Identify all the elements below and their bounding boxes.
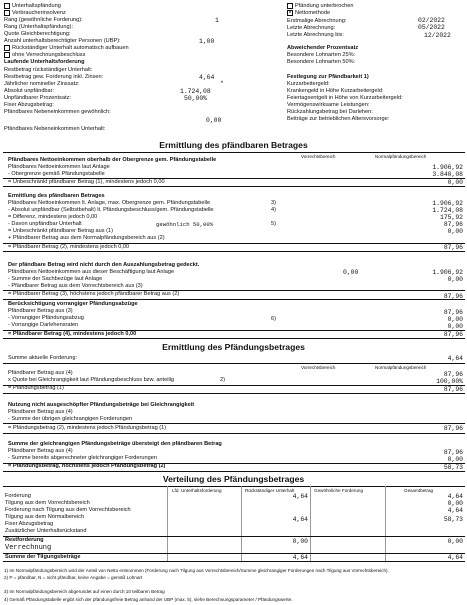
block4-row-value: 87,96	[443, 331, 463, 338]
nutzung-row-value: 87,96	[443, 425, 463, 432]
unpfaendbar-prozent-value: 50,00%	[184, 95, 208, 102]
rang-gewoehnlich-value: 1	[215, 17, 219, 24]
dist-header: Rückständiger Unterhalt	[245, 488, 295, 493]
nettomethode-label: Nettomethode	[295, 10, 331, 16]
block4-row-label: - Vorrangiger Pfändungsabzug	[8, 315, 84, 321]
festlegung-item: Beiträge zur betrieblichen Altersvorsorge:	[287, 116, 390, 122]
besondere2-label: Besondere Lohnarten 50%:	[287, 59, 356, 65]
block2-row-label: Pfändbares Nettoeinkommen lt. Anlage, max. Obergrenze gem. Pfändungstabelle	[8, 200, 211, 206]
block2-row-value: 87,96	[443, 221, 463, 228]
nutzung-row-label: - Summe der übrigen gleichrangigen Forderungen	[8, 416, 133, 422]
zinssatz-value: *	[220, 80, 224, 87]
section1-title: Ermittlung des pfändbaren Betrages	[159, 140, 308, 150]
block2-row-value: 87,96	[443, 244, 463, 251]
dist-row-label: Summe der Tilgungsbeträge	[5, 554, 81, 560]
dist-row-label: Restforderung	[5, 537, 44, 543]
block1-row-value: 0,00	[447, 179, 463, 186]
block3-row-value: 1.906,92	[432, 269, 463, 276]
s2-row-label: Pfändbarer Betrag aus (4)	[8, 370, 73, 376]
pfaendung-unterbrochen-label: Pfändung unterbrochen	[295, 3, 354, 9]
dist-header: Lfd. Unterhaltsforderung	[172, 488, 222, 493]
dist-row-label: Verrechnung	[5, 544, 52, 552]
block4-row-value: 0,00	[447, 316, 463, 323]
block3-title: Der pfändbare Betrag wird nicht durch den Auszahlungsbetrag gedeckt.	[8, 262, 200, 268]
dist-row-label: Tilgung aus dem Vorrechtsbereich	[5, 500, 90, 506]
anzahl-ubp-label: Anzahl unterhaltsberechtigter Personen (UBP):	[4, 38, 121, 44]
col-vorrecht-header: Vorrechtsbereich	[301, 154, 336, 159]
letzte-value: 05/2022	[418, 24, 445, 31]
nebeneinkommen-unt-label: Pfändbares Nebeneinkommen Unterhalt:	[4, 126, 106, 132]
abweichender-title: Abweichender Prozentsatz	[287, 45, 359, 51]
dist-ges-value: 0,00	[447, 538, 463, 545]
summe-gleich-row-value: 58,73	[443, 464, 463, 471]
block2-row-value: 1.906,92	[432, 200, 463, 207]
block1-row-value: 1.906,92	[432, 164, 463, 171]
dist-header: Gesamtbetrag	[404, 488, 434, 493]
s2-row-value: 100,00%	[436, 378, 463, 385]
block2-row-label: = Pfändbarer Betrag (2), mindestens jedoch 0,00	[8, 244, 130, 250]
summe-gleich-row-value: 0,00	[447, 456, 463, 463]
block2-row-value: 0,00	[447, 228, 463, 235]
letzte-label: Letzte Abrechnung:	[287, 25, 336, 31]
section3-title: Verteilung des Pfändungsbetrages	[162, 474, 305, 484]
block2-row-label: - Absolut unpfändbar (Selbstbehalt) lt. Pfändungsbeschluss/gem. Pfändungstabelle	[8, 207, 214, 213]
dist-row-label: Forderung nach Tilgung aus dem Vorrechtsbereich	[5, 507, 131, 513]
nutzung-title: Nutzung nicht ausgeschöpfter Pfändungsbeträge bei Gleichrangigkeit	[8, 402, 195, 408]
unterhaltspfaendung-label: Unterhaltspfändung	[12, 3, 61, 9]
dist-header: Gewöhnliche Forderung	[314, 488, 364, 493]
col-normal-header: Normalpfändungsbereich	[375, 154, 427, 159]
festlegung-item: Vermögenswirksame Leistungen:	[287, 102, 370, 108]
s2-row-label: = Pfändungsbetrag (1)	[8, 385, 64, 391]
block4-row-label: = Pfändbarer Betrag (4), mindestens jedoch 0,00	[8, 331, 137, 337]
unterhaltspfaendung-checkbox[interactable]	[4, 3, 10, 9]
dist-ges-value: 4,64	[447, 554, 463, 561]
s2-col-normal: Normalpfändungsbereich	[375, 365, 427, 370]
dist-gew-value: 4,64	[292, 493, 308, 500]
summe-gleich-title: Summe der gleichrangigen Pfändungsbeträge übersteigt den pfändbaren Betrag	[8, 441, 222, 447]
unpfaendbar-prozent-label: Unpfändbarer Prozentsatz:	[4, 95, 71, 101]
dist-ges-value: 4,64	[447, 507, 463, 514]
block3-row-label: = Pfändbarer Betrag (3), höchstens jedoch pfändbarer Betrag aus (2)	[8, 291, 180, 297]
verbraucherinsolvenz-label: Verbraucherinsolvenz	[12, 10, 66, 16]
festlegung-item: Krankengeld in Höhe Kurzarbeitergeld:	[287, 88, 384, 94]
letzte-abr-label: Letzte Abrechnung bis:	[287, 32, 344, 38]
summe-gleich-row-label: = Pfändungsbetrag, höchstens jedoch Pfändungsbetrag (2)	[8, 463, 166, 469]
footnote: 4) Gemäß Pfändungstabelle ergibt sich der pfändungsfreie Betrag anhand der UBP (max. 5), siehe Berechnungsparameter / Pfändungswerte.	[4, 597, 293, 602]
block1-row-label: - Obergrenze gemäß Pfändungstabelle	[8, 171, 105, 177]
block2-footnote: 3)	[271, 200, 276, 206]
block2-footnote: 5)	[271, 221, 276, 227]
dist-row-label: Forderung	[5, 493, 31, 499]
rueckstaendiger-label: Rückständiger Unterhalt automatisch aufbauen	[12, 45, 129, 51]
block2-footnote: 4)	[271, 207, 276, 213]
block4-row-label: Pfändbarer Betrag aus (3)	[8, 308, 73, 314]
pfaendung-unterbrochen-checkbox[interactable]	[287, 3, 293, 9]
block2-row-label: = Differenz, mindestens jedoch 0,00	[8, 214, 98, 220]
block3-vorrecht-value: 0,00	[343, 269, 359, 276]
erstmalige-value: 02/2022	[418, 17, 445, 24]
nutzung-row-label: Pfändbarer Betrag aus (4)	[8, 409, 73, 415]
summe-aktuelle-label: Summe aktuelle Forderung:	[8, 355, 78, 361]
dist-gew-value: 4,64	[292, 516, 308, 523]
nebeneinkommen-gew-value: 0,00	[206, 117, 222, 124]
erstmalige-label: Erstmalige Abrechnung:	[287, 18, 347, 24]
block2-row-label: + Pfändbarer Betrag aus dem Normalpfändungsbereich aus (2)	[8, 235, 165, 241]
rang-unterhalt-label: Rang (Unterhaltspfändung):	[4, 24, 74, 30]
block4-row-value: 87,96	[443, 309, 463, 316]
laufende-title: Laufende Unterhaltsforderung	[4, 59, 85, 65]
letzte-abr-value: 12/2022	[424, 32, 451, 39]
block2-row-value: 1.724,08	[432, 207, 463, 214]
block4-footnote: 6)	[271, 316, 276, 322]
festlegung-item: Kurzarbeitergeld:	[287, 81, 330, 87]
block4-title: Berücksichtigung vorrangiger Pfändungsabzüge	[8, 301, 138, 307]
block3-row-value: 0,00	[447, 276, 463, 283]
block1-row-label: = Unbeschränkt pfändbarer Betrag (1), mindestens jedoch 0,00	[8, 179, 165, 185]
block1-title: Pfändbares Nettoeinkommen oberhalb der Obergrenze gem. Pfändungstabelle	[8, 157, 217, 163]
verbraucherinsolvenz-checkbox[interactable]	[4, 10, 10, 16]
besondere1-label: Besondere Lohnarten 25%:	[287, 52, 356, 58]
block1-row-label: Pfändbares Nettoeinkommen laut Anlage	[8, 164, 110, 170]
nutzung-row-label: = Pfändungsbetrag (2), mindestens jedoch Pfändungsbetrag (1)	[8, 425, 167, 431]
dist-ges-value: 58,73	[443, 516, 463, 523]
s2-footnote: 2)	[220, 377, 225, 383]
summe-gleich-row-label: Pfändbarer Betrag aus (4)	[8, 448, 73, 454]
dist-ges-value: 4,64	[447, 493, 463, 500]
rang-gewoehnlich-label: Rang (gewöhnliche Forderung):	[4, 17, 83, 23]
restbetrag-gew-value: 4,64	[199, 74, 215, 81]
nettomethode-checkbox[interactable]: ×	[288, 10, 292, 16]
block1-row-value: 3.840,08	[432, 171, 463, 178]
section2-title: Ermittlung des Pfändungsbetrages	[162, 342, 305, 352]
block2-row-value: 175,92	[439, 214, 463, 221]
footnote: 3) Im Normalpfändungsbereich abgerundet auf einen durch 10 teilbaren Betrag	[4, 589, 165, 594]
anzahl-ubp-value: 1,00	[199, 38, 215, 45]
dist-row-label: Fixer Abzugsbetrag	[5, 521, 54, 527]
dist-row-label: Zusätzlicher Unterhaltsrückstand	[5, 528, 87, 534]
s2-col-vorrecht: Vorrechtsbereich	[301, 365, 336, 370]
zinssatz-label: Jährlicher nomineller Zinssatz:	[4, 81, 80, 87]
s2-row-value: 87,96	[443, 386, 463, 393]
ohne-verrechnung-label: ohne Verrechnungsbeschluss	[12, 52, 86, 58]
summe-gleich-row-label: - Summe bereits abgerechneter gleichrangiger Forderungen	[8, 455, 157, 461]
restbetrag-label: Restbetrag rückständiger Unterhalt:	[4, 67, 93, 73]
block3-row-value: 87,96	[443, 293, 463, 300]
block3-row-label: - Pfändbarer Betrag aus dem Vorrechtsbereich aus (3)	[8, 283, 143, 289]
block4-row-label: - Vorrangige Darlehensraten	[8, 322, 79, 328]
footnote: 1) Im Normalpfändungsbereich wird der Anteil von Netto entnommen (Forderung nach Tilgung aus Vorrechtsbereich/Summe gleichrangiger Forderungen nach Tilgung aus Vorrechtsbereich).	[4, 568, 389, 573]
block2-row-label: = Unbeschränkt pfändbarer Betrag aus (1)	[8, 228, 113, 234]
quote-label: Quote Gleichberechtigung:	[4, 31, 71, 37]
festlegung-item: Feiertagsentgelt in Höhe von Kurzarbeitergeld:	[287, 95, 403, 101]
s2-row-label: x Quote bei Gleichrangigkeit laut Pfändungsbeschluss bzw. anteilig	[8, 377, 175, 383]
dist-row-label: Tilgung aus dem Normalbereich	[5, 514, 85, 520]
footnote: 2) P = pfändbar, N = nicht pfändbar, keine Angabe = gemäß Lohnart	[4, 575, 143, 580]
dist-gew-value: 0,00	[292, 538, 308, 545]
block3-row-label: - Summe der Sachbezüge laut Anlage	[8, 276, 103, 282]
block3-row-label: Pfändbares Nettoeinkommen aus dieser Beschäftigung laut Anlage	[8, 269, 175, 275]
summe-aktuelle-value: 4,64	[447, 355, 463, 362]
absolut-label: Absolut unpfändbar:	[4, 88, 55, 94]
festlegung-item: Rückzahlungsbetrag bei Darlehen:	[287, 109, 373, 115]
block4-row-value: 0,00	[447, 323, 463, 330]
block2-row-label: - Davon unpfändbar Unterhalt	[8, 221, 82, 227]
festlegung-title: Festlegung zur Pfändbarkeit 1)	[287, 74, 369, 80]
nebeneinkommen-gew-label: Pfändbares Nebeneinkommen gewöhnlich:	[4, 109, 111, 115]
restbetrag-gew-label: Restbetrag gew. Forderung inkl. Zinsen:	[4, 74, 104, 80]
fixer-label: Fixer Abzugsbetrag:	[4, 102, 54, 108]
rueckstaendiger-checkbox[interactable]	[4, 45, 10, 51]
dist-gew-value: 4,64	[292, 554, 308, 561]
s2-row-value: 87,96	[443, 371, 463, 378]
absolut-value: 1.724,08	[180, 88, 211, 95]
ohne-verrechnung-checkbox[interactable]	[4, 52, 10, 58]
block2-title: Ermittlung des pfändbaren Betrages	[8, 193, 105, 199]
block2-percent: gewöhnlich 50,00%	[156, 221, 214, 228]
dist-ges-value: 0,00	[447, 500, 463, 507]
summe-gleich-row-value: 87,96	[443, 449, 463, 456]
